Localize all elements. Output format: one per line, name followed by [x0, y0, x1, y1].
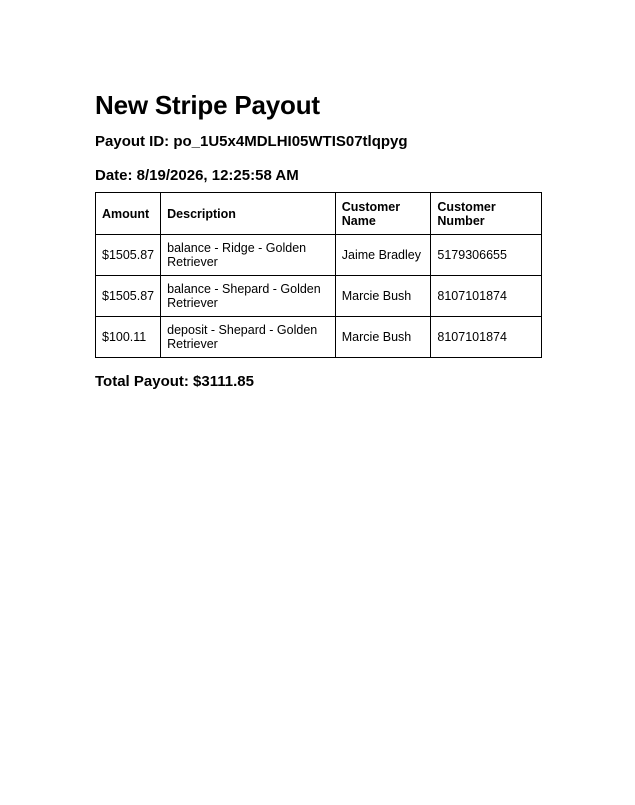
- cell-customer-name: Marcie Bush: [335, 276, 431, 317]
- cell-customer-number: 8107101874: [431, 276, 542, 317]
- header-description: Description: [161, 193, 336, 235]
- header-customer-number: Customer Number: [431, 193, 542, 235]
- payout-id: Payout ID: po_1U5x4MDLHI05WTIS07tlqpyg: [95, 133, 408, 150]
- header-customer-name: Customer Name: [335, 193, 431, 235]
- page-title: New Stripe Payout: [95, 90, 320, 120]
- table-row: [96, 276, 542, 317]
- table-header-row: [96, 193, 542, 235]
- cell-amount: $100.11: [96, 317, 161, 358]
- cell-customer-number: 8107101874: [431, 317, 542, 358]
- total-payout: Total Payout: $3111.85: [95, 373, 254, 390]
- cell-description: balance - Ridge - Golden Retriever: [161, 235, 336, 276]
- table-row: [96, 235, 542, 276]
- cell-customer-name: Marcie Bush: [335, 317, 431, 358]
- payout-document: [95, 88, 545, 407]
- cell-customer-number: 5179306655: [431, 235, 542, 276]
- cell-amount: $1505.87: [96, 235, 161, 276]
- payout-table: [95, 192, 542, 358]
- cell-amount: $1505.87: [96, 276, 161, 317]
- cell-customer-name: Jaime Bradley: [335, 235, 431, 276]
- payout-date: Date: 8/19/2026, 12:25:58 AM: [95, 167, 299, 184]
- cell-description: balance - Shepard - Golden Retriever: [161, 276, 336, 317]
- cell-description: deposit - Shepard - Golden Retriever: [161, 317, 336, 358]
- table-row: [96, 317, 542, 358]
- header-amount: Amount: [96, 193, 161, 235]
